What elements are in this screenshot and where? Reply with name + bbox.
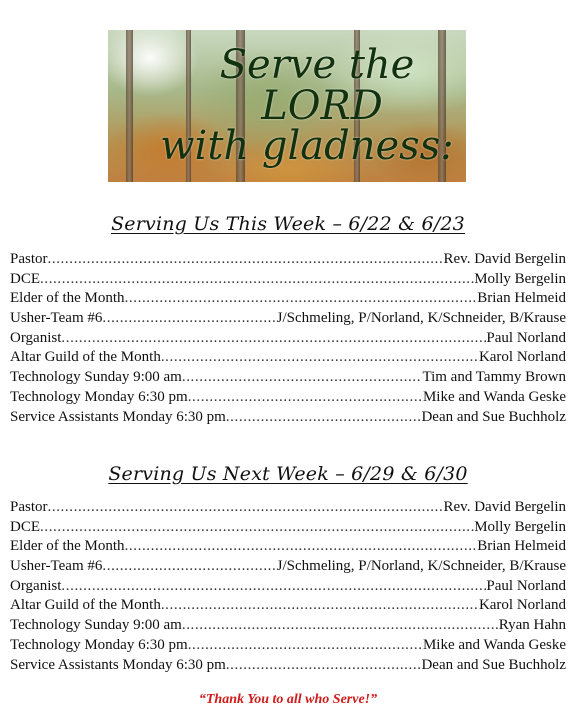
roster-role: Pastor [10,499,48,515]
roster-row [10,348,566,368]
roster-role: Altar Guild of the Month [10,597,161,614]
dot-leader [188,388,423,408]
roster-person: Brian Helmeid [477,290,566,307]
roster-person: Rev. David Bergelin [443,251,566,267]
dot-leader [48,250,444,270]
roster-person: Paul Norland [486,577,566,594]
roster-row [10,616,566,636]
roster-person: Molly Bergelin [474,270,566,287]
roster-row [10,329,566,349]
dot-leader [188,636,423,656]
dot-leader [48,498,444,518]
roster-person: Mike and Wanda Geske [422,636,566,653]
roster-role: Organist [10,329,62,346]
roster-row [10,498,566,518]
dot-leader [161,596,479,616]
thank-you-note: “Thank You to all who Serve!” [198,692,378,707]
roster-row [10,289,566,309]
dot-leader [182,616,499,636]
roster-person: Karol Norland [478,597,566,614]
next-week-roster [10,498,566,675]
roster-row [10,388,566,408]
banner-line-1: Serve the [219,41,415,88]
banner-line-3: with gladness: [160,123,454,170]
roster-role: Usher-Team #6 [10,558,103,575]
roster-person: J/Schmeling, P/Norland, K/Schneider, B/Krause [276,558,566,575]
roster-row [10,636,566,656]
dot-leader [182,368,423,388]
roster-role: Usher-Team #6 [10,310,103,327]
roster-person: Mike and Wanda Geske [422,388,566,405]
this-week-roster [10,250,566,427]
roster-row [10,518,566,538]
roster-role: Organist [10,577,62,594]
roster-person: J/Schmeling, P/Norland, K/Schneider, B/Krause [276,310,566,327]
roster-row [10,537,566,557]
roster-row [10,309,566,329]
roster-role: DCE [10,518,40,535]
dot-leader [226,656,422,676]
dot-leader [40,270,474,290]
roster-person: Dean and Sue Buchholz [421,656,566,673]
roster-row [10,368,566,388]
roster-role: Technology Sunday 9:00 am [10,369,182,386]
roster-row [10,250,566,270]
roster-role: Pastor [10,251,48,267]
roster-row [10,596,566,616]
roster-role: Altar Guild of the Month [10,349,161,366]
this-week-title: Serving Us This Week – 6/22 & 6/23 [111,213,465,235]
dot-leader [102,309,276,329]
banner-heading [108,30,466,182]
banner-line-2: LORD [261,82,383,129]
dot-leader [125,289,478,309]
roster-role: Service Assistants Monday 6:30 pm [10,656,226,673]
roster-row [10,270,566,290]
roster-role: Service Assistants Monday 6:30 pm [10,408,226,425]
roster-row [10,408,566,428]
roster-person: Molly Bergelin [474,518,566,535]
dot-leader [161,348,479,368]
dot-leader [40,518,474,538]
roster-person: Brian Helmeid [477,538,566,555]
roster-row [10,656,566,676]
dot-leader [125,537,478,557]
roster-person: Dean and Sue Buchholz [421,408,566,425]
roster-role: Elder of the Month [10,290,125,307]
roster-row [10,577,566,597]
roster-role: Elder of the Month [10,538,125,555]
dot-leader [102,557,276,577]
roster-person: Rev. David Bergelin [443,499,566,515]
dot-leader [226,408,422,428]
roster-row [10,557,566,577]
roster-role: DCE [10,270,40,287]
roster-role: Technology Monday 6:30 pm [10,388,188,405]
serve-the-lord-banner [108,30,466,182]
dot-leader [61,577,486,597]
roster-person: Ryan Hahn [498,617,566,634]
roster-person: Tim and Tammy Brown [422,369,566,386]
roster-person: Paul Norland [486,329,566,346]
roster-role: Technology Monday 6:30 pm [10,636,188,653]
roster-role: Technology Sunday 9:00 am [10,617,182,634]
next-week-title: Serving Us Next Week – 6/29 & 6/30 [108,463,468,485]
roster-person: Karol Norland [478,349,566,366]
dot-leader [61,329,486,349]
